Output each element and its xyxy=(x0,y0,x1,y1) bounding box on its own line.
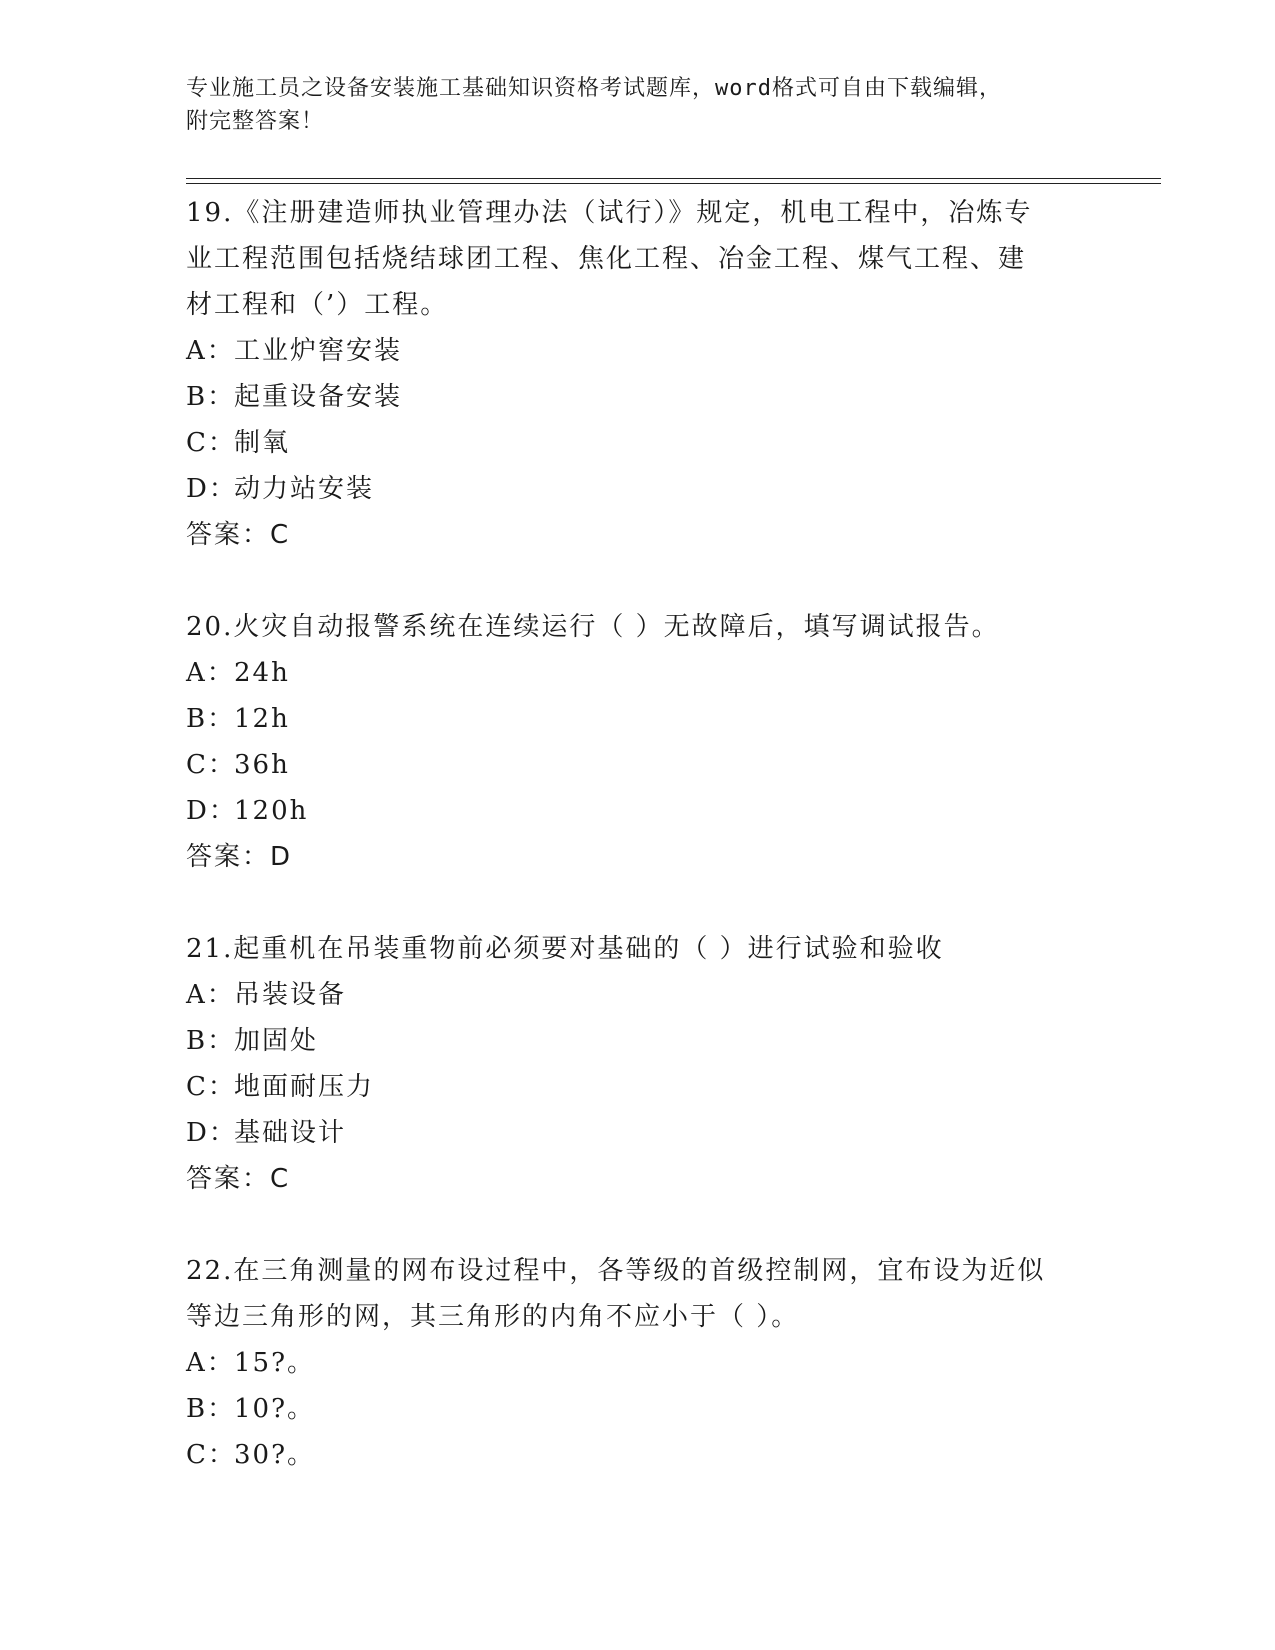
option-b xyxy=(186,374,1086,420)
option-a xyxy=(186,972,1086,1018)
option-text: 10?。 xyxy=(234,1394,316,1424)
option-text: 动力站安装 xyxy=(234,474,375,504)
option-text: 30?。 xyxy=(234,1440,316,1470)
option-text: 工业炉窖安装 xyxy=(234,336,403,366)
question-text-line: 22.在三角测量的网布设过程中，各等级的首级控制网，宜布设为近似 xyxy=(186,1256,1046,1286)
option-b xyxy=(186,1386,1086,1432)
option-text: 15?。 xyxy=(234,1348,316,1378)
option-text: 基础设计 xyxy=(234,1118,347,1148)
option-text: 吊装设备 xyxy=(234,980,347,1010)
option-text: 制氧 xyxy=(234,428,291,458)
header-line-2: 附完整答案！ xyxy=(186,109,325,134)
question-19 xyxy=(186,190,1086,558)
question-text-line: 20.火灾自动报警系统在连续运行（ ）无故障后，填写调试报告。 xyxy=(186,612,1000,642)
option-text: 24h xyxy=(234,658,290,688)
option-text: 加固处 xyxy=(234,1026,319,1056)
option-c xyxy=(186,420,1086,466)
question-text-line: 业工程范围包括烧结球团工程、焦化工程、冶金工程、煤气工程、建 xyxy=(186,244,1027,274)
header-divider-top xyxy=(186,178,1161,179)
option-text: 120h xyxy=(234,796,309,826)
option-letter: C： xyxy=(186,428,236,458)
question-20 xyxy=(186,604,1086,880)
question-list xyxy=(186,190,1086,1478)
question-text-line: 19.《注册建造师执业管理办法（试行）》规定，机电工程中，冶炼专 xyxy=(186,198,1033,228)
option-text: 起重设备安装 xyxy=(234,382,403,412)
option-a xyxy=(186,650,1086,696)
option-letter: D： xyxy=(186,796,237,826)
header-divider-bottom xyxy=(186,183,1161,184)
option-a xyxy=(186,328,1086,374)
option-text: 地面耐压力 xyxy=(234,1072,375,1102)
option-text: 36h xyxy=(234,750,290,780)
answer-line: 答案：D xyxy=(186,842,293,872)
question-text-line: 21.起重机在吊装重物前必须要对基础的（ ）进行试验和验收 xyxy=(186,934,944,964)
option-c xyxy=(186,1064,1086,1110)
option-a xyxy=(186,1340,1086,1386)
option-text: 12h xyxy=(234,704,290,734)
option-letter: C： xyxy=(186,1072,236,1102)
option-letter: D： xyxy=(186,1118,237,1148)
answer-line: 答案：C xyxy=(186,1164,291,1194)
question-22 xyxy=(186,1248,1086,1478)
option-letter: A： xyxy=(186,658,235,688)
option-letter: C： xyxy=(186,750,236,780)
option-c xyxy=(186,742,1086,788)
option-c xyxy=(186,1432,1086,1478)
option-letter: C： xyxy=(186,1440,236,1470)
option-b xyxy=(186,1018,1086,1064)
question-text-line: 材工程和（’）工程。 xyxy=(186,290,449,320)
option-letter: B： xyxy=(186,704,236,734)
option-b xyxy=(186,696,1086,742)
option-letter: D： xyxy=(186,474,237,504)
option-letter: A： xyxy=(186,980,235,1010)
option-letter: B： xyxy=(186,382,236,412)
document-header xyxy=(186,72,1066,138)
option-d xyxy=(186,788,1086,834)
option-d xyxy=(186,466,1086,512)
option-letter: A： xyxy=(186,1348,235,1378)
header-line-1: 专业施工员之设备安装施工基础知识资格考试题库，word格式可自由下载编辑， xyxy=(186,76,1002,101)
option-d xyxy=(186,1110,1086,1156)
option-letter: A： xyxy=(186,336,235,366)
answer-line: 答案：C xyxy=(186,520,291,550)
option-letter: B： xyxy=(186,1394,236,1424)
option-letter: B： xyxy=(186,1026,236,1056)
question-21 xyxy=(186,926,1086,1202)
question-text-line: 等边三角形的网，其三角形的内角不应小于（ ）。 xyxy=(186,1302,800,1332)
